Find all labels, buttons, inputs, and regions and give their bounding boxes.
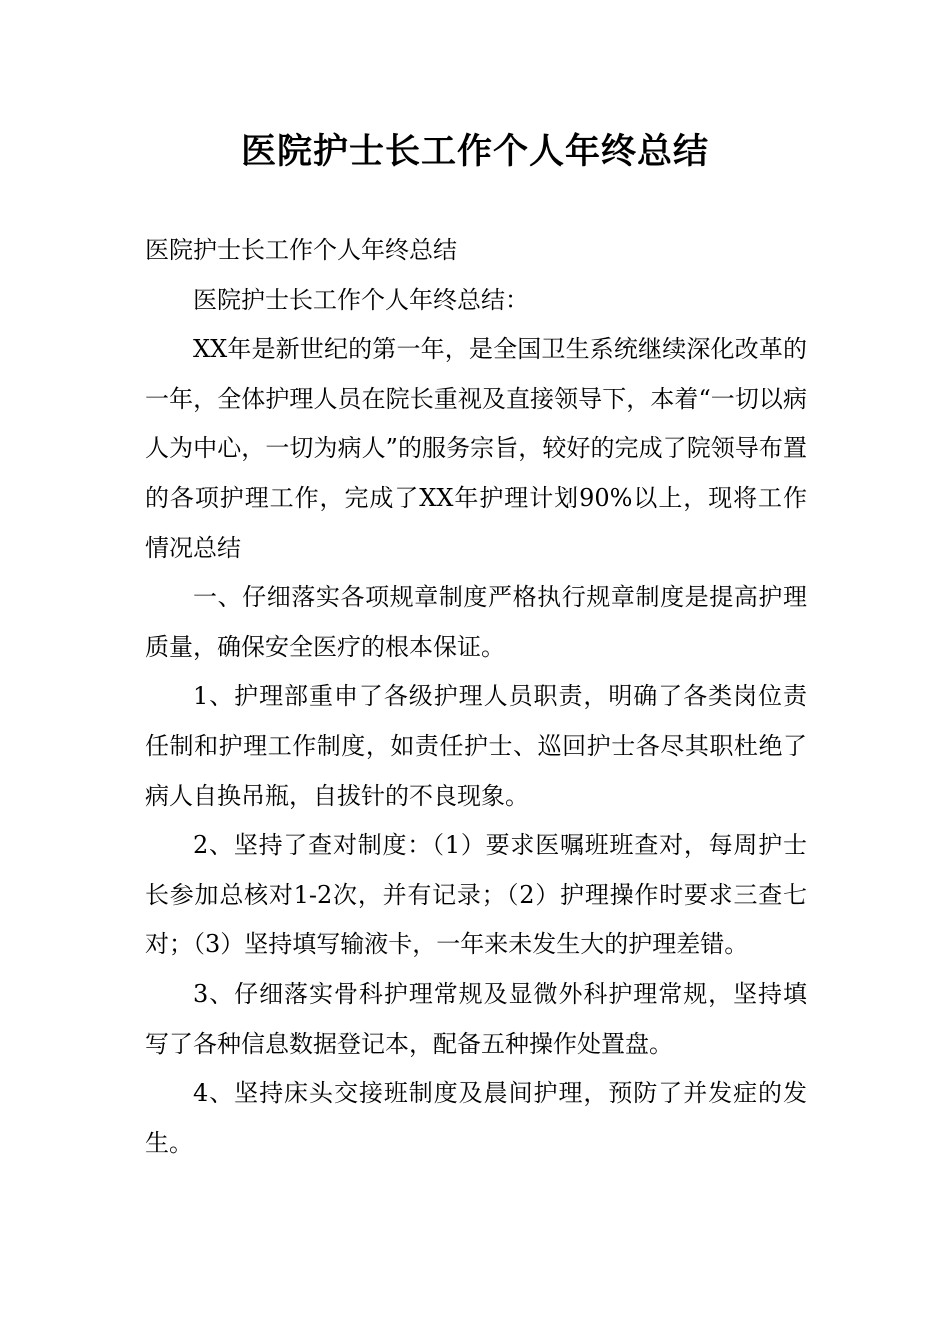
paragraph-item-1: 1、护理部重申了各级护理人员职责，明确了各类岗位责任制和护理工作制度，如责任护士、巡回护士各尽其职杜绝了病人自换吊瓶，自拔针的不良现象。 xyxy=(145,682,807,810)
paragraph-item-3: 3、仔细落实骨科护理常规及显微外科护理常规，坚持填写了各种信息数据登记本，配备五种操作处置盘。 xyxy=(145,979,807,1058)
paragraph-item-2: 2、坚持了查对制度：（1）要求医嘱班班查对，每周护士长参加总核对1-2次，并有记录；（2）护理操作时要求三查七对；（3）坚持填写输液卡，一年来未发生大的护理差错。 xyxy=(145,831,807,959)
document-title: 医院护士长工作个人年终总结 xyxy=(240,132,709,172)
paragraph-section-1: 一、仔细落实各项规章制度严格执行规章制度是提高护理质量，确保安全医疗的根本保证。 xyxy=(145,583,807,661)
document-body xyxy=(145,226,807,1168)
paragraph-item-4: 4、坚持床头交接班制度及晨间护理，预防了并发症的发生。 xyxy=(145,1079,807,1157)
paragraph-intro-label: 医院护士长工作个人年终总结： xyxy=(193,285,529,314)
paragraph-overview: XX年是新世纪的第一年，是全国卫生系统继续深化改革的一年，全体护理人员在院长重视及直接领导下，本着“一切以病人为中心，一切为病人”的服务宗旨，较好的完成了院领导布置的各项护理工作，完成了XX年护理计划90%以上，现将工作情况总结 xyxy=(145,335,807,562)
paragraph-heading: 医院护士长工作个人年终总结 xyxy=(145,236,457,264)
